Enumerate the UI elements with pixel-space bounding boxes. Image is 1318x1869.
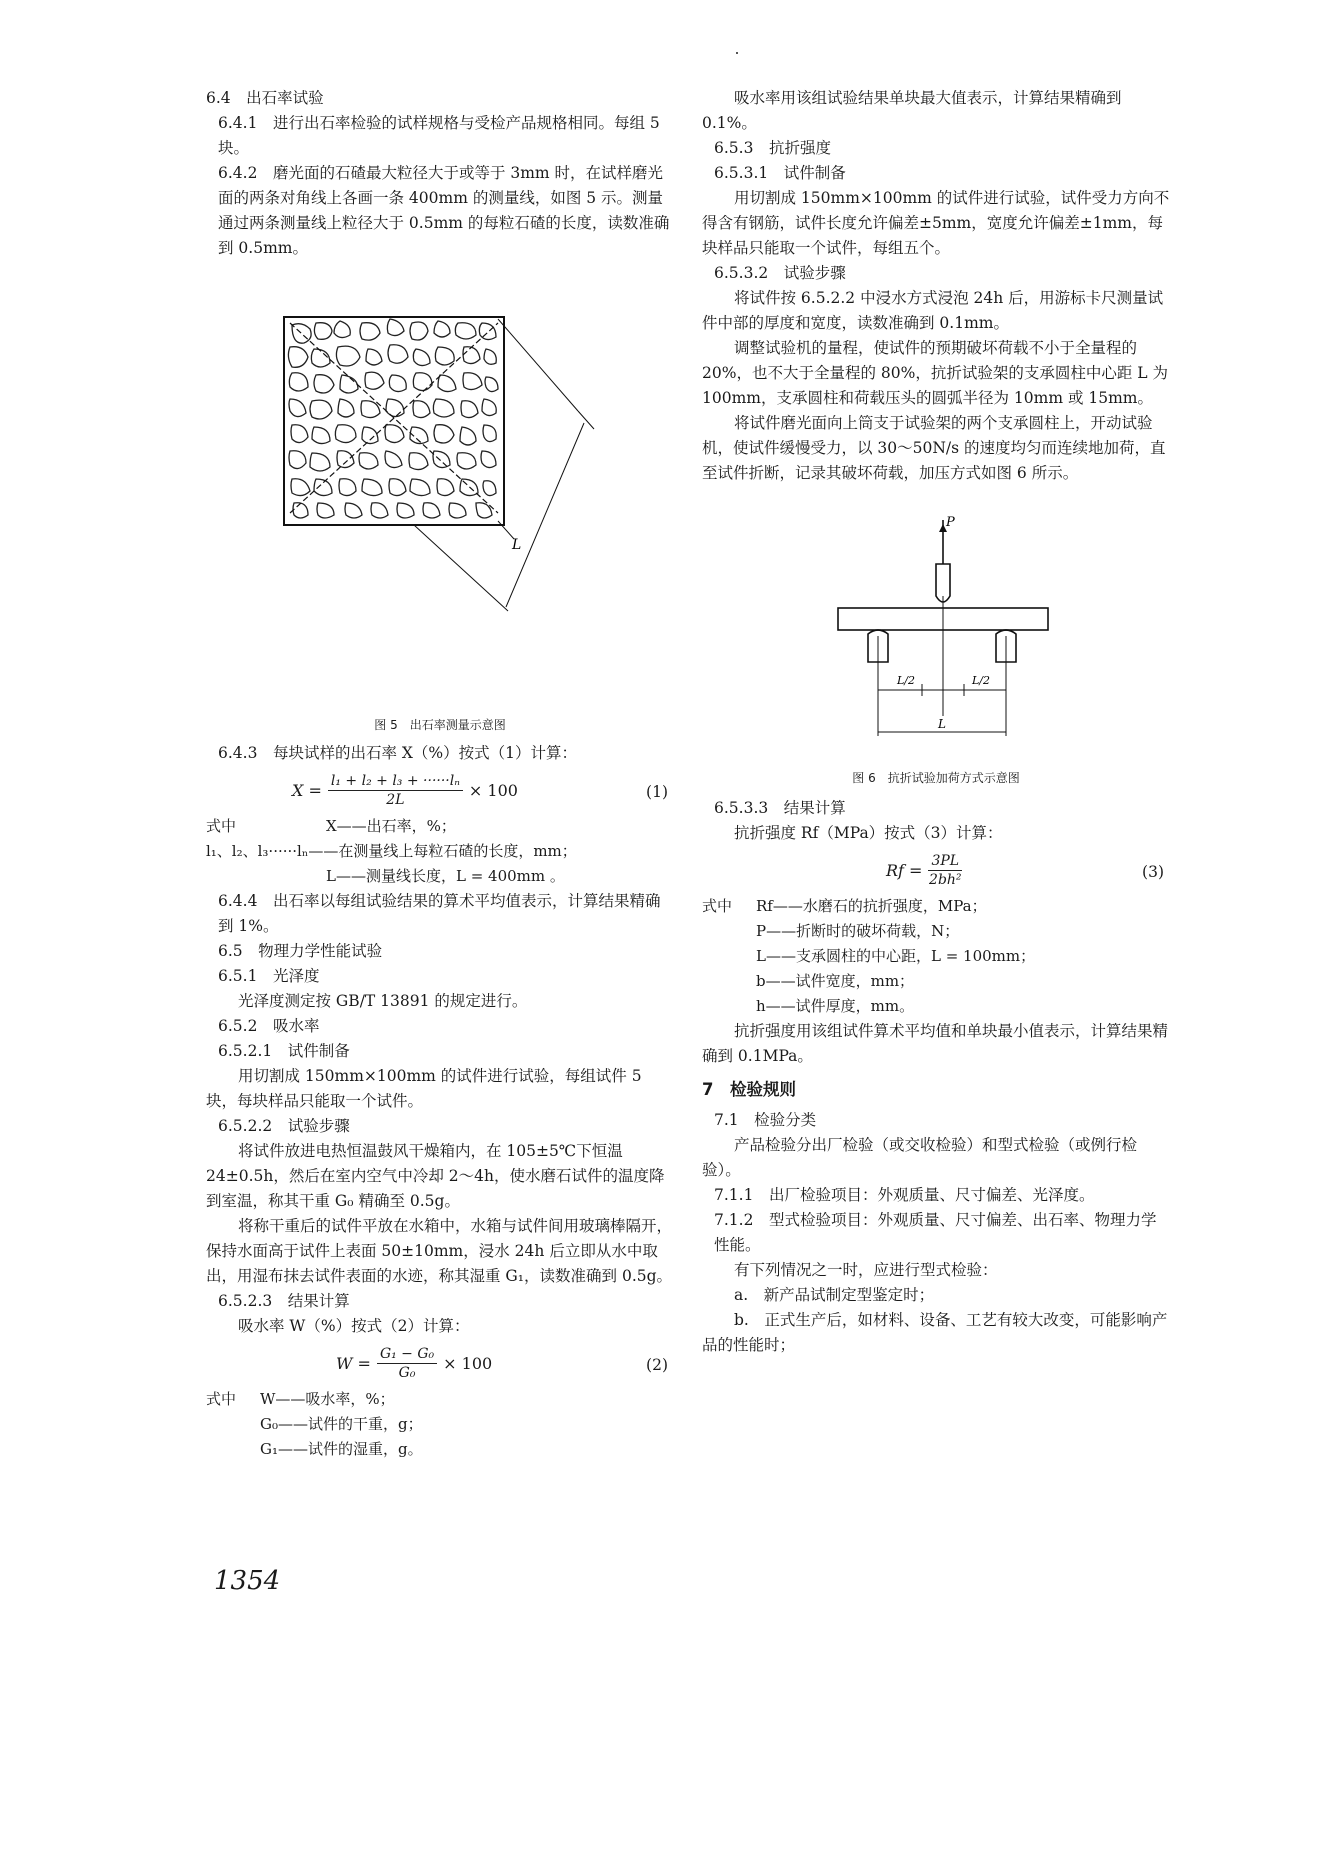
heading-6-5-2-2: 6.5.2.2 试验步骤 xyxy=(218,1117,350,1135)
page-number: 1354 xyxy=(214,1566,281,1596)
eq3-number: (3) xyxy=(1142,863,1164,881)
heading-6-5: 6.5 物理力学性能试验 xyxy=(218,942,383,960)
heading-6-5-2: 6.5.2 吸水率 xyxy=(218,1017,320,1035)
eq1-def-L: L——测量线长度，L = 400mm 。 xyxy=(326,867,565,885)
eq3-definitions xyxy=(702,894,1170,1019)
eq2-lhs: W = xyxy=(336,1354,371,1373)
eq2-rhs: × 100 xyxy=(443,1354,493,1373)
para-water-result: 吸水率用该组试验结果单块最大值表示，计算结果精确到 0.1%。 xyxy=(702,89,1122,132)
fig6-label-L: L xyxy=(938,717,946,731)
para-7-1-2: 7.1.2 型式检验项目：外观质量、尺寸偏差、出石率、物理力学性能。 xyxy=(714,1211,1157,1254)
heading-7: 7 检验规则 xyxy=(702,1080,796,1099)
eq3-def-b: b——试件宽度，mm； xyxy=(756,972,915,990)
para-6-5-3-2-a: 将试件按 6.5.2.2 中浸水方式浸泡 24h 后，用游标卡尺测量试件中部的厚度和宽度，读数准确到 0.1mm。 xyxy=(702,289,1164,332)
heading-6-5-3: 6.5.3 抗折强度 xyxy=(714,139,831,157)
para-6-5-2-2-a: 将试件放进电热恒温鼓风干燥箱内，在 105±5℃下恒温 24±0.5h，然后在室内空气中冷却 2～4h，使水磨石试件的温度降到室温，称其干重 G₀ 精确至 0.5g。 xyxy=(206,1142,665,1210)
heading-6-5-1: 6.5.1 光泽度 xyxy=(218,967,320,985)
heading-6-4: 6.4 出石率试验 xyxy=(206,89,324,107)
fig6-label-P: P xyxy=(946,515,955,530)
eq1-rhs: × 100 xyxy=(468,781,518,800)
eq3-def-rf: Rf——水磨石的抗折强度，MPa； xyxy=(756,897,987,915)
para-6-4-4: 6.4.4 出石率以每组试验结果的算术平均值表示，计算结果精确到 1%。 xyxy=(218,892,661,935)
eq1-fraction xyxy=(328,772,463,809)
eq1-number: (1) xyxy=(646,783,668,801)
eq1-denominator: 2L xyxy=(386,792,405,808)
para-bending-result: 抗折强度用该组试件算术平均值和单块最小值表示，计算结果精确到 0.1MPa。 xyxy=(702,1022,1169,1065)
para-7-1-1: 7.1.1 出厂检验项目：外观质量、尺寸偏差、光泽度。 xyxy=(714,1186,1095,1204)
figure-5 xyxy=(206,261,674,741)
bending-test-diagram xyxy=(702,486,1170,776)
heading-6-5-2-1: 6.5.2.1 试件制备 xyxy=(218,1042,350,1060)
para-7-1-2-a: a. 新产品试制定型鉴定时； xyxy=(734,1286,935,1304)
heading-6-5-3-2: 6.5.3.2 试验步骤 xyxy=(714,264,846,282)
fig6-label-half-right: L/2 xyxy=(972,674,991,687)
eq2-def-w: W——吸水率，%； xyxy=(260,1390,395,1408)
eq3-def-p: P——折断时的破坏荷载，N； xyxy=(756,922,960,940)
stone-sample-diagram xyxy=(206,261,674,711)
eq3-lhs: Rf = xyxy=(886,861,923,880)
para-6-5-2-1: 用切割成 150mm×100mm 的试件进行试验，每组试件 5 块，每块样品只能取一个试件。 xyxy=(206,1067,642,1110)
eq3-fraction xyxy=(928,852,962,889)
eq2-numerator: G₁ − G₀ xyxy=(377,1345,437,1364)
eq3-numerator: 3PL xyxy=(928,852,962,871)
para-6-5-1: 光泽度测定按 GB/T 13891 的规定进行。 xyxy=(238,992,528,1010)
eq2-fraction xyxy=(377,1345,437,1382)
para-6-5-2-3: 吸水率 W（%）按式（2）计算： xyxy=(238,1317,470,1335)
eq1-def-l: l₁、l₂、l₃······lₙ——在测量线上每粒石碴的长度，mm； xyxy=(206,842,577,860)
fig5-caption: 图 5 出石率测量示意图 xyxy=(374,718,506,732)
eq3-where: 式中 xyxy=(702,897,733,915)
eq2-definitions xyxy=(206,1387,674,1462)
para-6-5-2-2-b: 将称干重后的试件平放在水箱中，水箱与试件间用玻璃棒隔开，保持水面高于试件上表面 50±10mm，浸水 24h 后立即从水中取出，用湿布抹去试件表面的水迹，称其湿重 G₁，读数准确到 0.5g。 xyxy=(206,1217,673,1285)
heading-6-5-3-1: 6.5.3.1 试件制备 xyxy=(714,164,846,182)
heading-6-5-2-3: 6.5.2.3 结果计算 xyxy=(218,1292,350,1310)
left-column xyxy=(206,86,674,1462)
para-6-4-2: 6.4.2 磨光面的石碴最大粒径大于或等于 3mm 时，在试样磨光面的两条对角线上各画一条 400mm 的测量线，如图 5 示。测量通过两条测量线上粒径大于 0.5mm 的每粒石碴的长度，读数准确到 0.5mm。 xyxy=(218,164,670,257)
para-6-4-1: 6.4.1 进行出石率检验的试样规格与受检产品规格相同。每组 5 块。 xyxy=(218,114,660,157)
eq1-where: 式中 xyxy=(206,817,237,835)
eq2-def-g0: G₀——试件的干重，g； xyxy=(260,1415,423,1433)
eq3-def-h: h——试件厚度，mm。 xyxy=(756,997,915,1015)
fig6-caption: 图 6 抗折试验加荷方式示意图 xyxy=(852,771,1020,785)
eq2-denominator: G₀ xyxy=(398,1365,416,1381)
equation-2 xyxy=(206,1339,674,1387)
equation-3 xyxy=(702,846,1170,894)
equation-1 xyxy=(206,766,674,814)
fig5-label-L: L xyxy=(512,537,522,553)
para-7-1-2-b: b. 正式生产后，如材料、设备、工艺有较大改变，可能影响产品的性能时； xyxy=(702,1311,1168,1354)
eq1-def-x: X——出石率，%； xyxy=(326,817,456,835)
eq2-def-g1: G₁——试件的湿重，g。 xyxy=(260,1440,423,1458)
figure-6 xyxy=(702,486,1170,796)
para-6-5-3-1: 用切割成 150mm×100mm 的试件进行试验，试件受力方向不得含有钢筋，试件长度允许偏差±5mm，宽度允许偏差±1mm，每块样品只能取一个试件，每组五个。 xyxy=(702,189,1170,257)
eq3-def-l: L——支承圆柱的中心距，L = 100mm； xyxy=(756,947,1036,965)
eq1-numerator: l₁ + l₂ + l₃ + ······lₙ xyxy=(328,772,463,791)
para-6-5-3-2-b: 调整试验机的量程，使试件的预期破坏荷载不小于全量程的 20%，也不大于全量程的 80%，抗折试验架的支承圆柱中心距 L 为 100mm，支承圆柱和荷载压头的圆弧半径为 10mm 或 15mm。 xyxy=(702,339,1168,407)
scan-speck xyxy=(736,52,738,54)
eq1-definitions xyxy=(206,814,674,889)
eq1-lhs: X = xyxy=(292,781,322,800)
eq2-number: (2) xyxy=(646,1356,668,1374)
fig6-label-half-left: L/2 xyxy=(897,674,916,687)
eq3-denominator: 2bh² xyxy=(929,872,962,888)
right-column xyxy=(702,86,1170,1358)
para-6-4-3: 6.4.3 每块试样的出石率 X（%）按式（1）计算： xyxy=(218,744,577,762)
heading-6-5-3-3: 6.5.3.3 结果计算 xyxy=(714,799,846,817)
para-6-5-3-3: 抗折强度 Rf（MPa）按式（3）计算： xyxy=(734,824,1003,842)
para-7-1: 产品检验分出厂检验（或交收检验）和型式检验（或例行检验）。 xyxy=(702,1136,1138,1179)
para-6-5-3-2-c: 将试件磨光面向上筒支于试验架的两个支承圆柱上，开动试验机，使试件缓慢受力，以 30～50N/s 的速度均匀而连续地加荷，直至试件折断，记录其破坏荷载，加压方式如图 6 所示。 xyxy=(702,414,1166,482)
heading-7-1: 7.1 检验分类 xyxy=(714,1111,817,1129)
para-7-1-2-intro: 有下列情况之一时，应进行型式检验： xyxy=(734,1261,998,1279)
eq2-where: 式中 xyxy=(206,1390,237,1408)
